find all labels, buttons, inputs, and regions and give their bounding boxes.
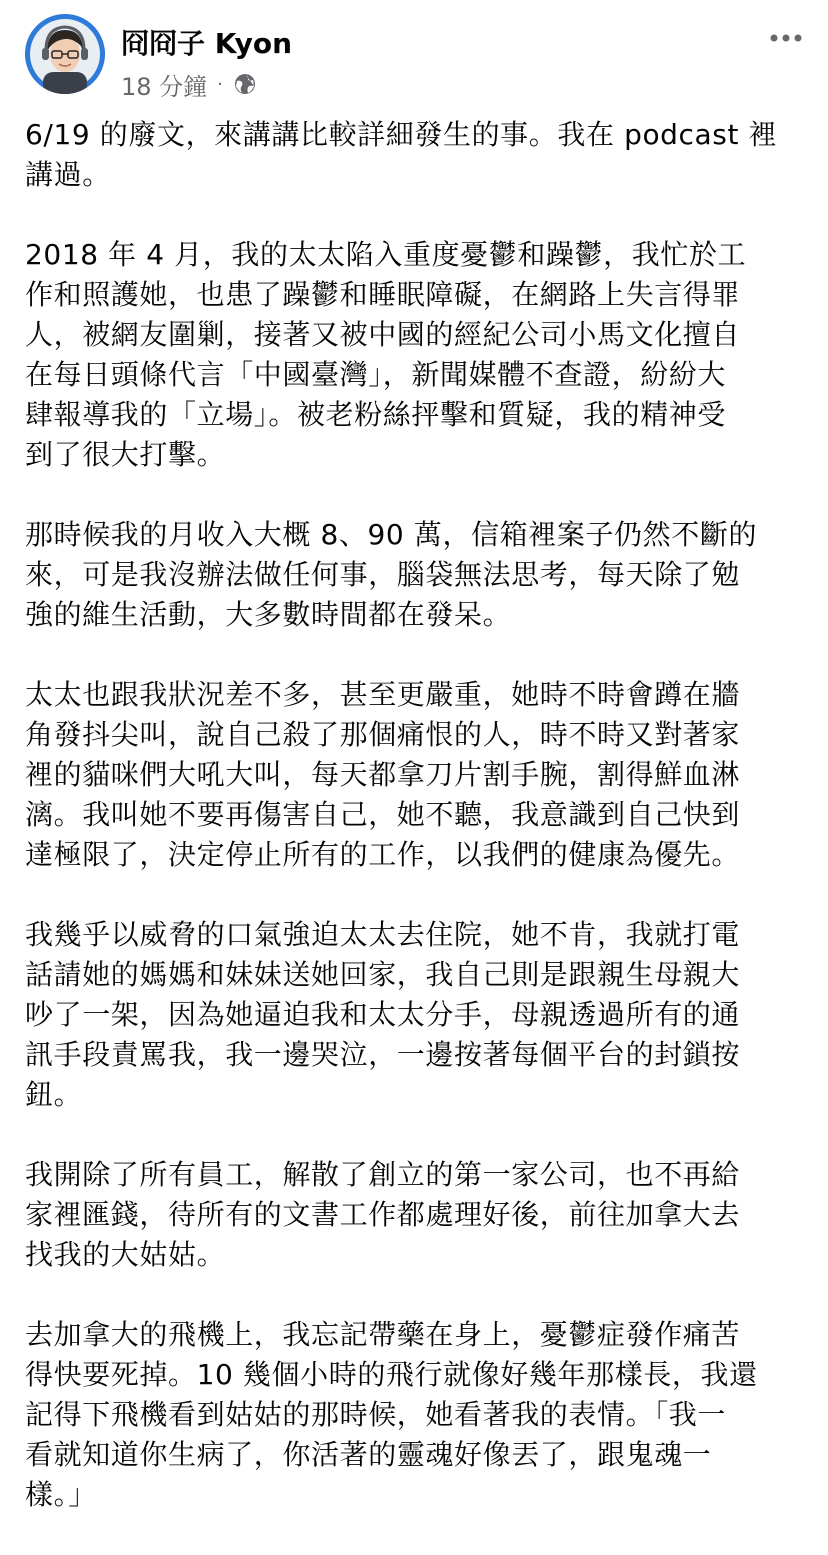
post-header [0,0,828,110]
meta-separator: · [217,73,223,95]
avatar[interactable] [25,14,105,94]
post-paragraph-1: 6/19 的廢文，來講講比較詳細發生的事。我在 podcast 裡 講過。 [25,118,778,191]
globe-icon [233,72,257,96]
more-options-button[interactable] [766,24,806,52]
post-paragraph-5: 我幾乎以威脅的口氣強迫太太去住院，她不肯，我就打電 話請她的媽媽和妹妹送她回家，我自己則是跟親生母親大 吵了一架，因為她逼迫我和太太分手，母親透過所有的通 訊手段責罵我，我一邊哭泣，一邊按著每個平台的封鎖按 鈕。 [25,918,741,1111]
post-paragraph-7: 去加拿大的飛機上，我忘記帶藥在身上，憂鬱症發作痛苦 得快要死掉。10 幾個小時的飛行就像好幾年那樣長，我還 記得下飛機看到姑姑的那時候，她看著我的表情。「我一 看就知道你生病了，你活著的靈魂好像丟了，跟鬼魂一 樣。」 [25,1318,758,1511]
post-paragraph-4: 太太也跟我狀況差不多，甚至更嚴重，她時不時會蹲在牆 角發抖尖叫，說自己殺了那個痛恨的人，時不時又對著家 裡的貓咪們大吼大叫，每天都拿刀片割手腕，割得鮮血淋 漓。我叫她不要再傷害自己，她不聽，我意識到自己快到 達極限了，決定停止所有的工作，以我們的健康為優先。 [25,678,741,871]
post-meta [121,68,257,100]
post-paragraph-3: 那時候我的月收入大概 8、90 萬，信箱裡案子仍然不斷的 來，可是我沒辦法做任何事，腦袋無法思考，每天除了勉 強的維生活動，大多數時間都在發呆。 [25,518,758,631]
author-name[interactable]: 冏冏子 Kyon [121,27,293,60]
user-avatar-icon [25,14,105,94]
post-paragraph-2: 2018 年 4 月，我的太太陷入重度憂鬱和躁鬱，我忙於工 作和照護她，也患了躁鬱和睡眠障礙，在網路上失言得罪 人，被網友圍剿，接著又被中國的經紀公司小馬文化擅自 在每日頭條代言「中國臺灣」，新聞媒體不查證，紛紛大 肆報導我的「立場」。被老粉絲抨擊和質疑，我的精神受 到了很大打擊。 [25,238,747,471]
post-content [25,115,805,1555]
more-horizontal-icon [766,24,806,52]
post-paragraph-6: 我開除了所有員工，解散了創立的第一家公司，也不再給 家裡匯錢，待所有的文書工作都處理好後，前往加拿大去 找我的大姑姑。 [25,1158,741,1271]
post-timestamp[interactable]: 18 分鐘 [121,72,208,101]
